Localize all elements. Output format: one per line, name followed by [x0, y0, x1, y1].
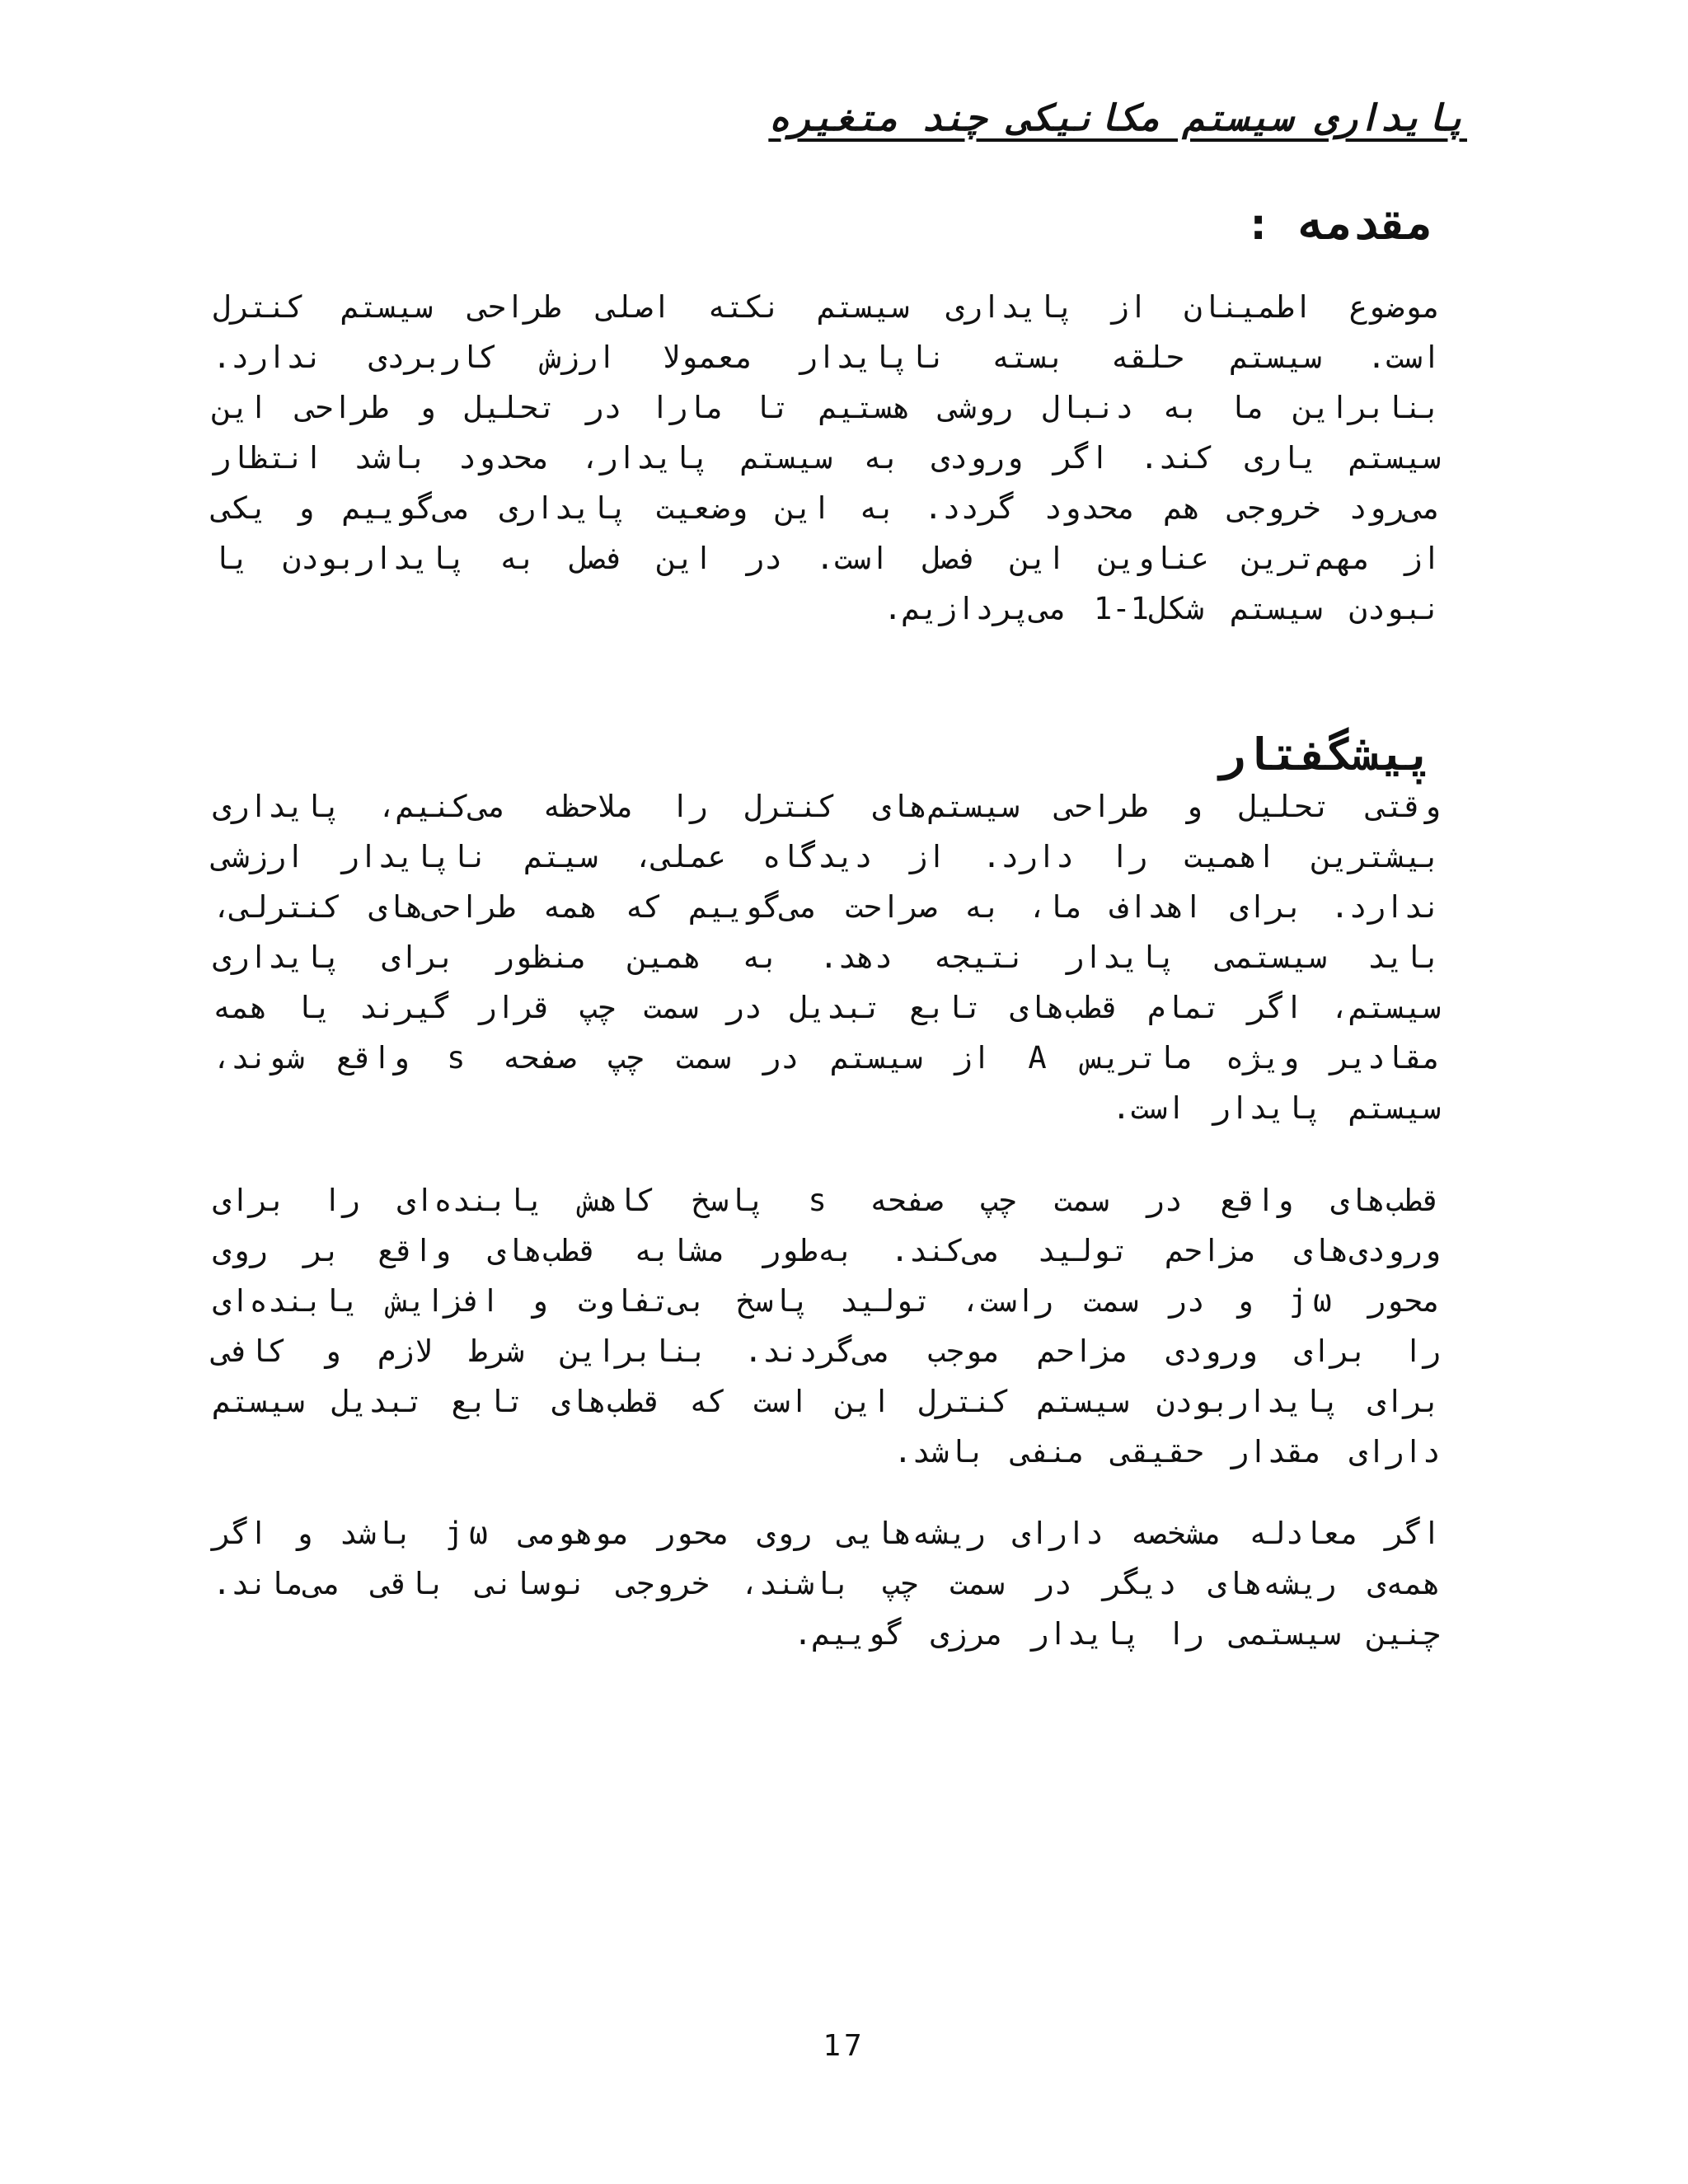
- section-heading-introduction: مقدمه :: [1245, 198, 1432, 250]
- preface-paragraph-2: قطب‌های واقع در سمت چپ صفحه s پاسخ کاهش یابنده‌ای را برای ورودی‌های مزاحم تولید می‌کند. به‌طور مشابه قطب‌های واقع بر روی محور jω و در سمت راست، تولید پاسخ بی‌تفاوت و افزایش یابنده‌ای را برای ورودی مزاحم موجب می‌گردند. بنابراین شرط لازم و کافی برای پایداربودن سیستم کنترل این است که قطب‌های تابع تبدیل سیستم دارای مقدار حقیقی منفی باشد.: [213, 1183, 1442, 1469]
- preface-paragraph-3: اگر معادله مشخصه دارای ریشه‌هایی روی محور موهومی jω باشد و اگر همه‌ی ریشه‌های دیگر در سمت چپ باشند، خروجی نوسانی باقی می‌ماند. چنین سیستمی را پایدار مرزی گوییم.: [213, 1516, 1441, 1652]
- preface-paragraph-1: وقتی تحلیل و طراحی سیستم‌های کنترل را ملاحظه می‌کنیم، پایداری بیشترین اهمیت را دارد. از دیدگاه عملی، سیتم ناپایدار ارزشی ندارد. برای اهداف ما، به صراحت می‌گوییم که همه طراحی‌های کنترلی، باید سیستمی پایدار نتیجه دهد. به همین منظور برای پایداری سیستم، اگر تمام قطب‌های تابع تبدیل در سمت چپ قرار گیرند یا همه مقادیر ویژه ماتریس A از سیستم در سمت چپ صفحه s واقع شوند، سیستم پایدار است.: [213, 789, 1441, 1126]
- page-number: 17: [823, 2029, 865, 2063]
- document-title: پایداری سیستم مکانیکی چند متغیره: [768, 97, 1467, 139]
- introduction-paragraph: موضوع اطمینان از پایداری سیستم نکته اصلی طراحی سیستم کنترل است. سیستم حلقه بسته ناپایدار معمولا ارزش کاربردی ندارد. بنابراین ما به دنبال روشی هستیم تا مارا در تحلیل و طراحی این سیستم یاری کند. اگر ورودی به سیستم پایدار، محدود باشد انتظار می‌رود خروجی هم محدود گردد. به این وضعیت پایداری می‌گوییم و یکی از مهم‌ترین عناوین این فصل است. در این فصل به پایداربودن یا نبودن سیستم شکل1-1 می‌پردازیم.: [213, 289, 1441, 626]
- section-heading-preface: پیشگفتار: [1217, 729, 1432, 780]
